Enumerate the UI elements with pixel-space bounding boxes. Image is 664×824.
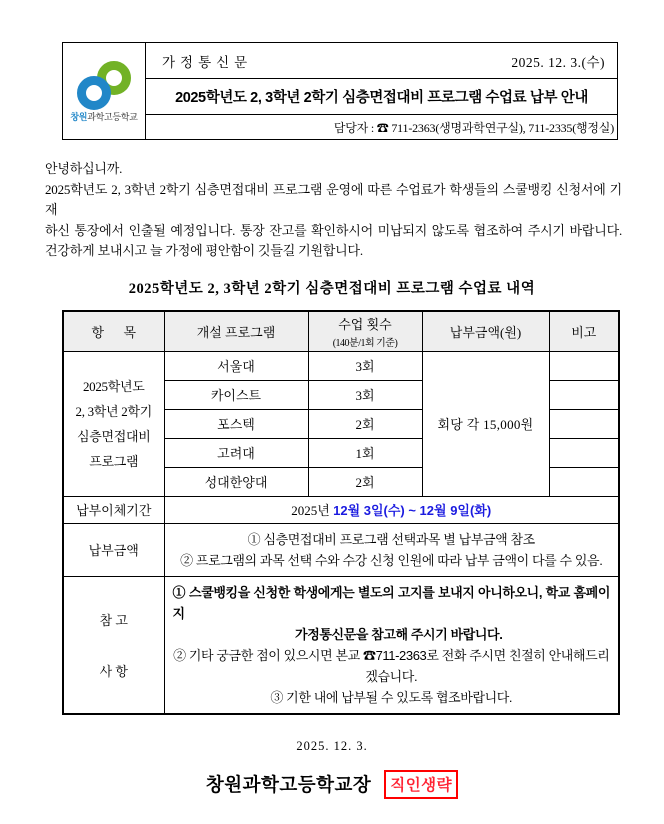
amount-note-line: ② 프로그램의 과목 선택 수와 수강 신청 인원에 따라 납부 금액이 다를 수 있음.: [180, 552, 603, 568]
fee-table: [62, 310, 620, 715]
program-cell: 고려대: [164, 438, 308, 467]
amount-note-line: ① 심층면접대비 프로그램 선택과목 별 납부금액 참조: [247, 531, 535, 547]
note-cell: [549, 409, 619, 438]
letterhead: [62, 42, 618, 140]
program-cell: 서울대: [164, 351, 308, 380]
reference-row: [63, 576, 619, 714]
principal-signature: 창원과학고등학교장: [205, 774, 372, 795]
reference-notes-cell: [164, 576, 619, 714]
program-cell: 성대한양대: [164, 467, 308, 496]
school-logo: [63, 43, 146, 139]
reference-note-line: ① 스쿨뱅킹을 신청한 학생에게는 별도의 고지를 보내지 아니하오니, 학교 홈페이지: [172, 584, 610, 621]
greeting-line: 안녕하십니까.: [45, 161, 123, 176]
count-cell: 2회: [308, 409, 422, 438]
doc-type-label: 가정통신문: [162, 54, 253, 70]
fee-table-header-row: [63, 311, 619, 352]
item-line: 프로그램: [89, 453, 139, 469]
reference-label-line: 참 고: [99, 612, 128, 628]
signature-line: [0, 770, 664, 799]
reference-label-line: 사 항: [99, 663, 128, 679]
item-merged-cell: [63, 351, 164, 496]
amount-notes-cell: [164, 523, 619, 576]
item-line: 2, 3학년 2학기: [75, 403, 152, 419]
reference-note-line: ③ 기한 내에 납부될 수 있도록 협조바랍니다.: [270, 689, 513, 705]
count-header-sub: (140분/1회 기준): [332, 337, 398, 349]
period-row: [63, 496, 619, 523]
period-dates: 12월 3일(수) ~ 12월 9일(화): [333, 503, 492, 518]
document-title: 2025학년도 2, 3학년 2학기 심층면접대비 프로그램 수업료 납부 안내: [146, 79, 617, 115]
reference-label: [63, 576, 164, 714]
program-cell: 포스텍: [164, 409, 308, 438]
col-header-item: 항 목: [63, 311, 164, 352]
item-line: 2025학년도: [82, 378, 145, 394]
body-line: 2025학년도 2, 3학년 2학기 심층면접대비 프로그램 운영에 따른 수업료가 학생들의 스쿨뱅킹 신청서에 기재: [45, 181, 622, 217]
col-header-note: 비고: [549, 311, 619, 352]
reference-note-line: ② 기타 궁금한 점이 있으시면 본교 ☎711-2363로 전화 주시면 친절히 안내해드리겠습니다.: [173, 647, 610, 684]
school-logo-icon: [73, 61, 135, 111]
amount-notes-row: [63, 523, 619, 576]
count-cell: 1회: [308, 438, 422, 467]
body-line: 하신 통장에서 인출될 예정입니다. 통장 잔고를 확인하시어 미납되지 않도록 협조하여 주시기 바랍니다.: [45, 222, 622, 238]
col-header-program: 개설 프로그램: [164, 311, 308, 352]
body-line: 건강하게 보내시고 늘 가정에 평안함이 깃들길 기원합니다.: [45, 243, 363, 258]
contact-info: 담당자 : ☎ 711-2363(생명과학연구실), 711-2335(행정실): [333, 120, 614, 135]
col-header-amount: 납부금액(원): [422, 311, 549, 352]
period-label: 납부이체기간: [63, 496, 164, 523]
period-prefix: 2025년: [291, 503, 334, 518]
program-cell: 카이스트: [164, 380, 308, 409]
letterhead-top-row: [146, 43, 617, 79]
issue-date: 2025. 12. 3.: [296, 738, 368, 753]
stamp-omitted-box: 직인생략: [384, 770, 458, 799]
count-cell: 2회: [308, 467, 422, 496]
greeting-paragraph: [45, 159, 622, 262]
note-cell: [549, 380, 619, 409]
item-line: 심층면접대비: [76, 428, 151, 444]
reference-note-line: 가정통신문을 참고해 주시기 바랍니다.: [295, 626, 503, 642]
note-cell: [549, 351, 619, 380]
school-name: [70, 112, 137, 122]
letterhead-date: 2025. 12. 3.(수): [511, 54, 605, 70]
note-cell: [549, 438, 619, 467]
school-name-rest: 과학고등학교: [87, 112, 138, 122]
table-row: [63, 351, 619, 380]
school-name-prefix: 창원: [70, 112, 88, 122]
col-header-count: [308, 311, 422, 352]
note-cell: [549, 467, 619, 496]
letterhead-right: [146, 43, 617, 139]
amount-label: 납부금액: [63, 523, 164, 576]
count-header-main: 수업 횟수: [338, 316, 392, 332]
fee-table-title: 2025학년도 2, 3학년 2학기 심층면접대비 프로그램 수업료 내역: [128, 280, 536, 297]
count-cell: 3회: [308, 380, 422, 409]
count-cell: 3회: [308, 351, 422, 380]
period-value-cell: [164, 496, 619, 523]
amount-merged-cell: 회당 각 15,000원: [422, 351, 549, 496]
